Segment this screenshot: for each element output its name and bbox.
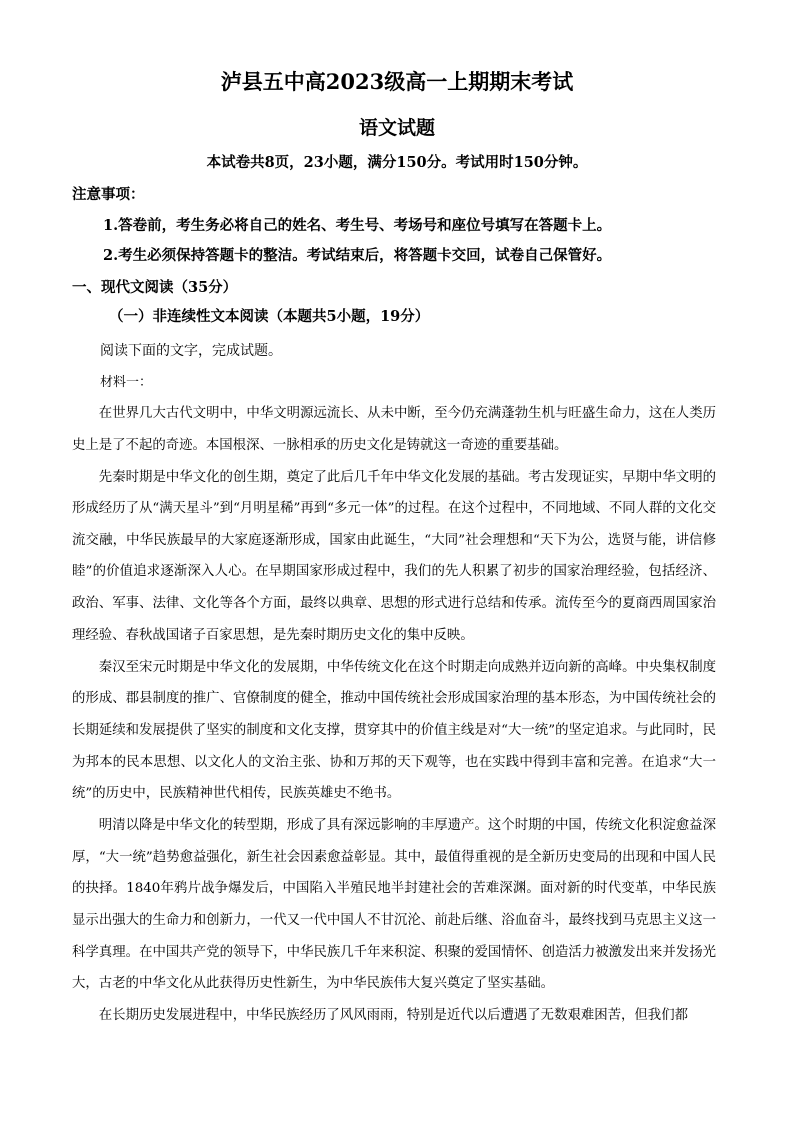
exam-title: 泸县五中高2023级高一上期期末考试 bbox=[220, 69, 574, 94]
article-paragraph-2: 先秦时期是中华文化的创生期，奠定了此后几千年中华文化发展的基础。考古发现证实，早期中华文明的形成经历了从“满天星斗”到“月明星稀”再到“多元一体”的过程。在这个过程中，不同地域、不同人群的文化交流交融，中华民族最早的大家庭逐渐形成，国家由此诞生，“大同”社会理想和“天下为公，选贤与能，讲信修睦”的价值追求逐渐深入人心。在早期国家形成过程中，我们的先人积累了初步的国家治理经验，包括经济、政治、军事、法律、文化等各个方面，最终以典章、思想的形式进行总结和传承。流传至今的夏商西周国家治理经验、春秋战国诸子百家思想，是先秦时期历史文化的集中反映。 bbox=[72, 469, 716, 643]
notice-heading: 注意事项： bbox=[72, 186, 145, 203]
article-paragraph-5: 在长期历史发展进程中，中华民族经历了风风雨雨，特别是近代以后遭遇了无数艰难困苦，但我们都 bbox=[98, 1008, 688, 1024]
notice-item-1: 1.答卷前，考生务必将自己的姓名、考生号、考场号和座位号填写在答题卡上。 bbox=[103, 217, 612, 234]
notice-item-2: 2.考生必须保持答题卡的整洁。考试结束后，将答题卡交回，试卷自己保管好。 bbox=[103, 247, 612, 264]
reading-instruction: 阅读下面的文字，完成试题。 bbox=[100, 343, 282, 359]
article-paragraph-1: 在世界几大古代文明中，中华文明源远流长、从未中断，至今仍充满蓬勃生机与旺盛生命力，这在人类历史上是了不起的奇迹。本国根深、一脉相承的历史文化是铸就这一奇迹的重要基础。 bbox=[72, 406, 716, 453]
subsection-heading: （一）非连续性文本阅读（本题共5小题，19分） bbox=[109, 308, 430, 325]
subject-title: 语文试题 bbox=[358, 117, 435, 139]
material-label: 材料一： bbox=[100, 375, 153, 390]
article-paragraph-4: 明清以降是中华文化的转型期，形成了具有深远影响的丰厚遗产。这个时期的中国，传统文化积淀愈益深厚，“大一统”趋势愈益强化，新生社会因素愈益彰显。其中，最值得重视的是全新历史变局的出现和中国人民的抉择。1840年鸦片战争爆发后，中国陷入半殖民地半封建社会的苦难深渊。面对新的时代变革，中华民族显示出强大的生命力和创新力，一代又一代中国人不甘沉沦、前赴后继、浴血奋斗，最终找到马克思主义这一科学真理。在中国共产党的领导下，中华民族几千年来积淀、积聚的爱国情怀、创造活力被激发出来并发扬光大，古老的中华文化从此获得历史性新生，为中华民族伟大复兴奠定了坚实基础。 bbox=[72, 818, 716, 992]
section-heading: 一、现代文阅读（35分） bbox=[72, 279, 238, 296]
article-body bbox=[72, 398, 716, 1032]
article-paragraph-3: 秦汉至宋元时期是中华文化的发展期，中华传统文化在这个时期走向成熟并迈向新的高峰。中央集权制度的形成、郡县制度的推广、官僚制度的健全，推动中国传统社会形成国家治理的基本形态，为中国传统社会的长期延续和发展提供了坚实的制度和文化支撑，贯穿其中的价值主线是对“大一统”的坚定追求。与此同时，民为邦本的民本思想、以文化人的文治主张、协和万邦的天下观等，也在实践中得到丰富和完善。在追求“大一统”的历史中，民族精神世代相传，民族英雄史不绝书。 bbox=[72, 659, 716, 802]
exam-info: 本试卷共8页，23小题，满分150分。考试用时150分钟。 bbox=[206, 154, 588, 171]
